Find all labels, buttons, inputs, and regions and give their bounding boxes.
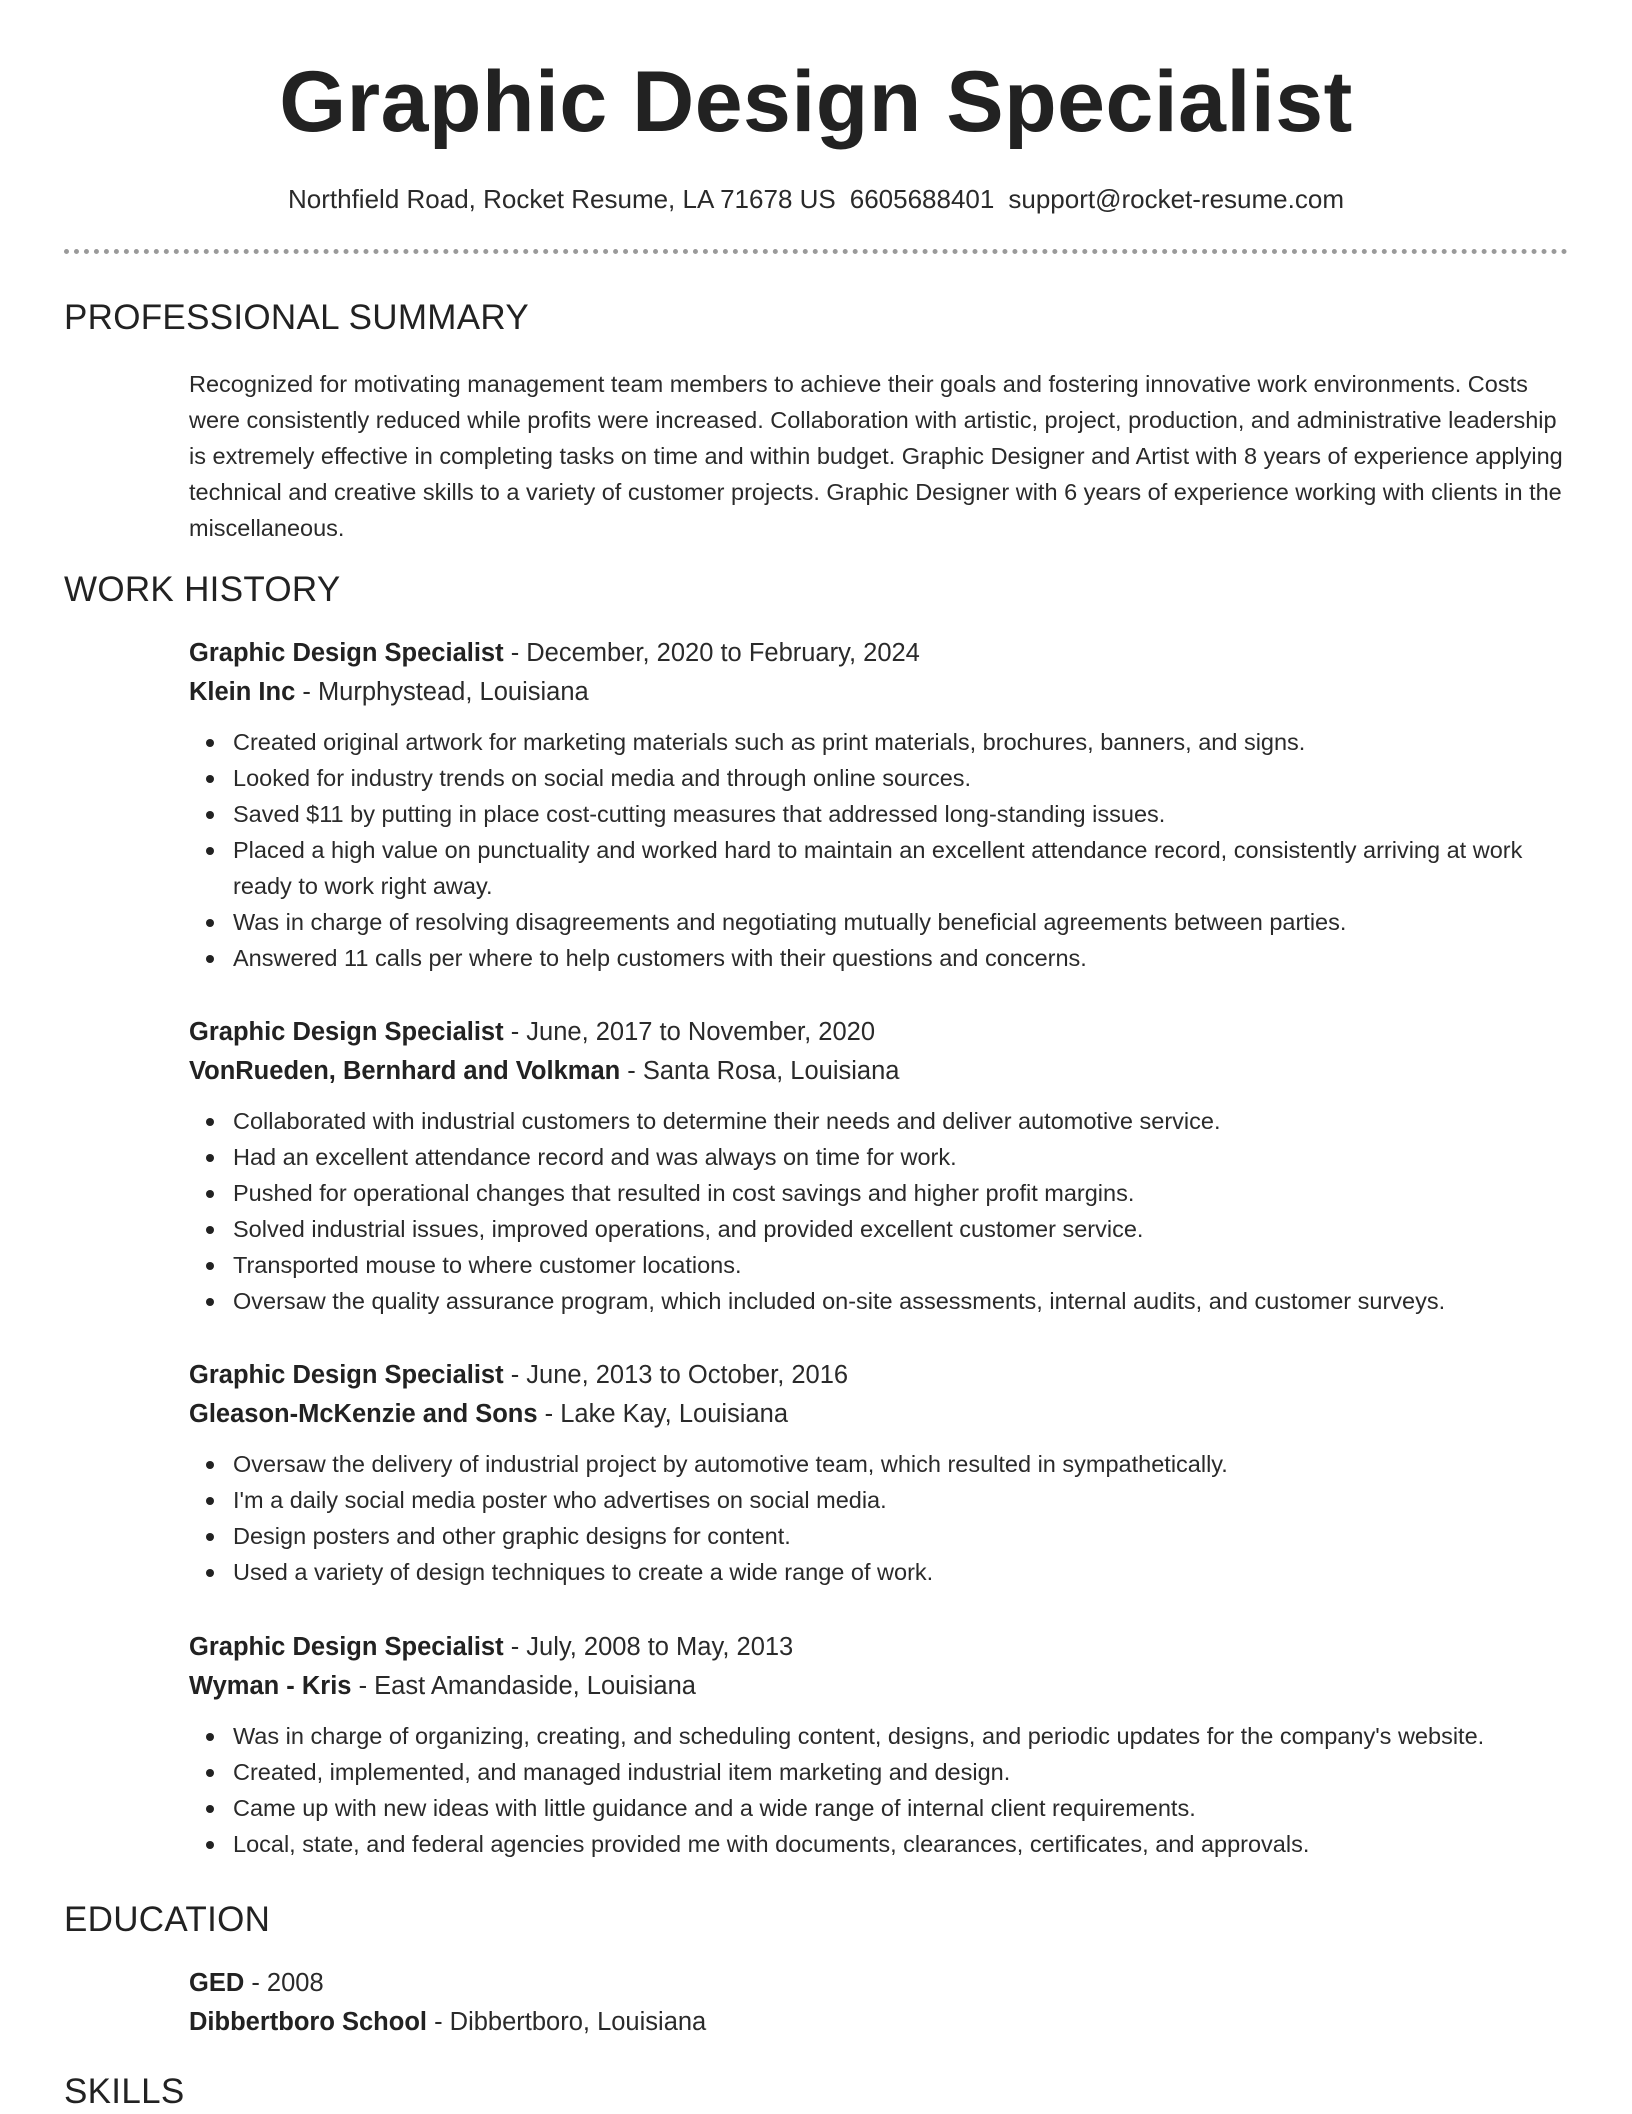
job-bullets xyxy=(189,1103,1579,1319)
job-company: VonRueden, Bernhard and Volkman xyxy=(189,1057,621,1085)
job-bullets xyxy=(189,1446,1579,1590)
job-company: Gleason-McKenzie and Sons xyxy=(189,1400,538,1428)
education-degree: GED xyxy=(189,1969,245,1997)
job-location: - Lake Kay, Louisiana xyxy=(537,1400,789,1428)
job-location: - Murphystead, Louisiana xyxy=(295,678,589,706)
list-item: Placed a high value on punctuality and worked hard to maintain an excellent attendance record, consistently arriving at work ready to work right away. xyxy=(233,832,1579,904)
job-role: Graphic Design Specialist xyxy=(189,1361,504,1389)
list-item: Transported mouse to where customer locations. xyxy=(233,1247,1579,1283)
list-item: Pushed for operational changes that resulted in cost savings and higher profit margins. xyxy=(233,1175,1579,1211)
list-item: I'm a daily social media poster who advertises on social media. xyxy=(233,1482,1579,1518)
education-entry xyxy=(189,1964,1579,2042)
job-bullets xyxy=(189,1718,1579,1862)
list-item: Created original artwork for marketing materials such as print materials, brochures, banners, and signs. xyxy=(233,724,1579,760)
job-location: - Santa Rosa, Louisiana xyxy=(620,1057,900,1085)
section-title-summary: PROFESSIONAL SUMMARY xyxy=(64,298,529,337)
education-degree-line xyxy=(189,1964,1579,2003)
job-title-line xyxy=(189,1356,1579,1395)
job-role: Graphic Design Specialist xyxy=(189,639,504,667)
list-item: Had an excellent attendance record and was always on time for work. xyxy=(233,1139,1579,1175)
list-item: Solved industrial issues, improved operations, and provided excellent customer service. xyxy=(233,1211,1579,1247)
job-entry xyxy=(189,1013,1579,1319)
job-company-line xyxy=(189,1667,1579,1706)
education-school-line xyxy=(189,2003,1579,2042)
contact-line xyxy=(0,182,1632,216)
list-item: Saved $11 by putting in place cost-cutting measures that addressed long-standing issues. xyxy=(233,796,1579,832)
job-title-line xyxy=(189,1013,1579,1052)
list-item: Local, state, and federal agencies provided me with documents, clearances, certificates, and approvals. xyxy=(233,1826,1579,1862)
job-role: Graphic Design Specialist xyxy=(189,1633,504,1661)
job-company-line xyxy=(189,673,1579,712)
job-company: Klein Inc xyxy=(189,678,296,706)
summary-text: Recognized for motivating management team members to achieve their goals and fostering innovative work environments. Costs were consistently reduced while profits were increased. Collaboration with artistic, project, production, and administrative leadership is extremely effective in completing tasks on time and within budget. Graphic Designer and Artist with 8 years of experience applying technical and creative skills to a variety of customer projects. Graphic Designer with 6 years of experience working with clients in the miscellaneous. xyxy=(189,371,1563,541)
job-role: Graphic Design Specialist xyxy=(189,1018,504,1046)
list-item: Came up with new ideas with little guidance and a wide range of internal client requirements. xyxy=(233,1790,1579,1826)
list-item: Created, implemented, and managed industrial item marketing and design. xyxy=(233,1754,1579,1790)
list-item: Looked for industry trends on social media and through online sources. xyxy=(233,760,1579,796)
list-item: Oversaw the quality assurance program, which included on-site assessments, internal audits, and customer surveys. xyxy=(233,1283,1579,1319)
section-title-skills: SKILLS xyxy=(64,2072,185,2111)
job-title-line xyxy=(189,1628,1579,1667)
list-item: Used a variety of design techniques to create a wide range of work. xyxy=(233,1554,1579,1590)
job-dates: - July, 2008 to May, 2013 xyxy=(503,1633,794,1661)
job-dates: - June, 2013 to October, 2016 xyxy=(503,1361,849,1389)
job-entry xyxy=(189,634,1579,976)
header-divider xyxy=(64,249,1568,254)
job-company-line xyxy=(189,1395,1579,1434)
resume-name: Graphic Design Specialist xyxy=(279,54,1353,150)
education-school: Dibbertboro School xyxy=(189,2008,427,2036)
job-location: - East Amandaside, Louisiana xyxy=(351,1672,696,1700)
list-item: Design posters and other graphic designs for content. xyxy=(233,1518,1579,1554)
contact-phone: 6605688401 xyxy=(849,184,995,214)
job-title-line xyxy=(189,634,1579,673)
education-location: - Dibbertboro, Louisiana xyxy=(427,2008,707,2036)
contact-address: Northfield Road, Rocket Resume, LA 71678 US xyxy=(288,184,836,214)
section-title-education: EDUCATION xyxy=(64,1900,271,1939)
list-item: Oversaw the delivery of industrial project by automotive team, which resulted in sympathetically. xyxy=(233,1446,1579,1482)
list-item: Was in charge of organizing, creating, and scheduling content, designs, and periodic updates for the company's website. xyxy=(233,1718,1579,1754)
job-company-line xyxy=(189,1052,1579,1091)
section-title-work-history: WORK HISTORY xyxy=(64,570,341,609)
contact-email: support@rocket-resume.com xyxy=(1008,184,1344,214)
list-item: Answered 11 calls per where to help customers with their questions and concerns. xyxy=(233,940,1579,976)
job-bullets xyxy=(189,724,1579,976)
list-item: Collaborated with industrial customers to determine their needs and deliver automotive service. xyxy=(233,1103,1579,1139)
job-entry xyxy=(189,1356,1579,1590)
list-item: Was in charge of resolving disagreements and negotiating mutually beneficial agreements between parties. xyxy=(233,904,1579,940)
job-company: Wyman - Kris xyxy=(189,1672,352,1700)
education-year: - 2008 xyxy=(244,1969,324,1997)
job-dates: - December, 2020 to February, 2024 xyxy=(503,639,920,667)
job-dates: - June, 2017 to November, 2020 xyxy=(503,1018,876,1046)
job-entry xyxy=(189,1628,1579,1862)
